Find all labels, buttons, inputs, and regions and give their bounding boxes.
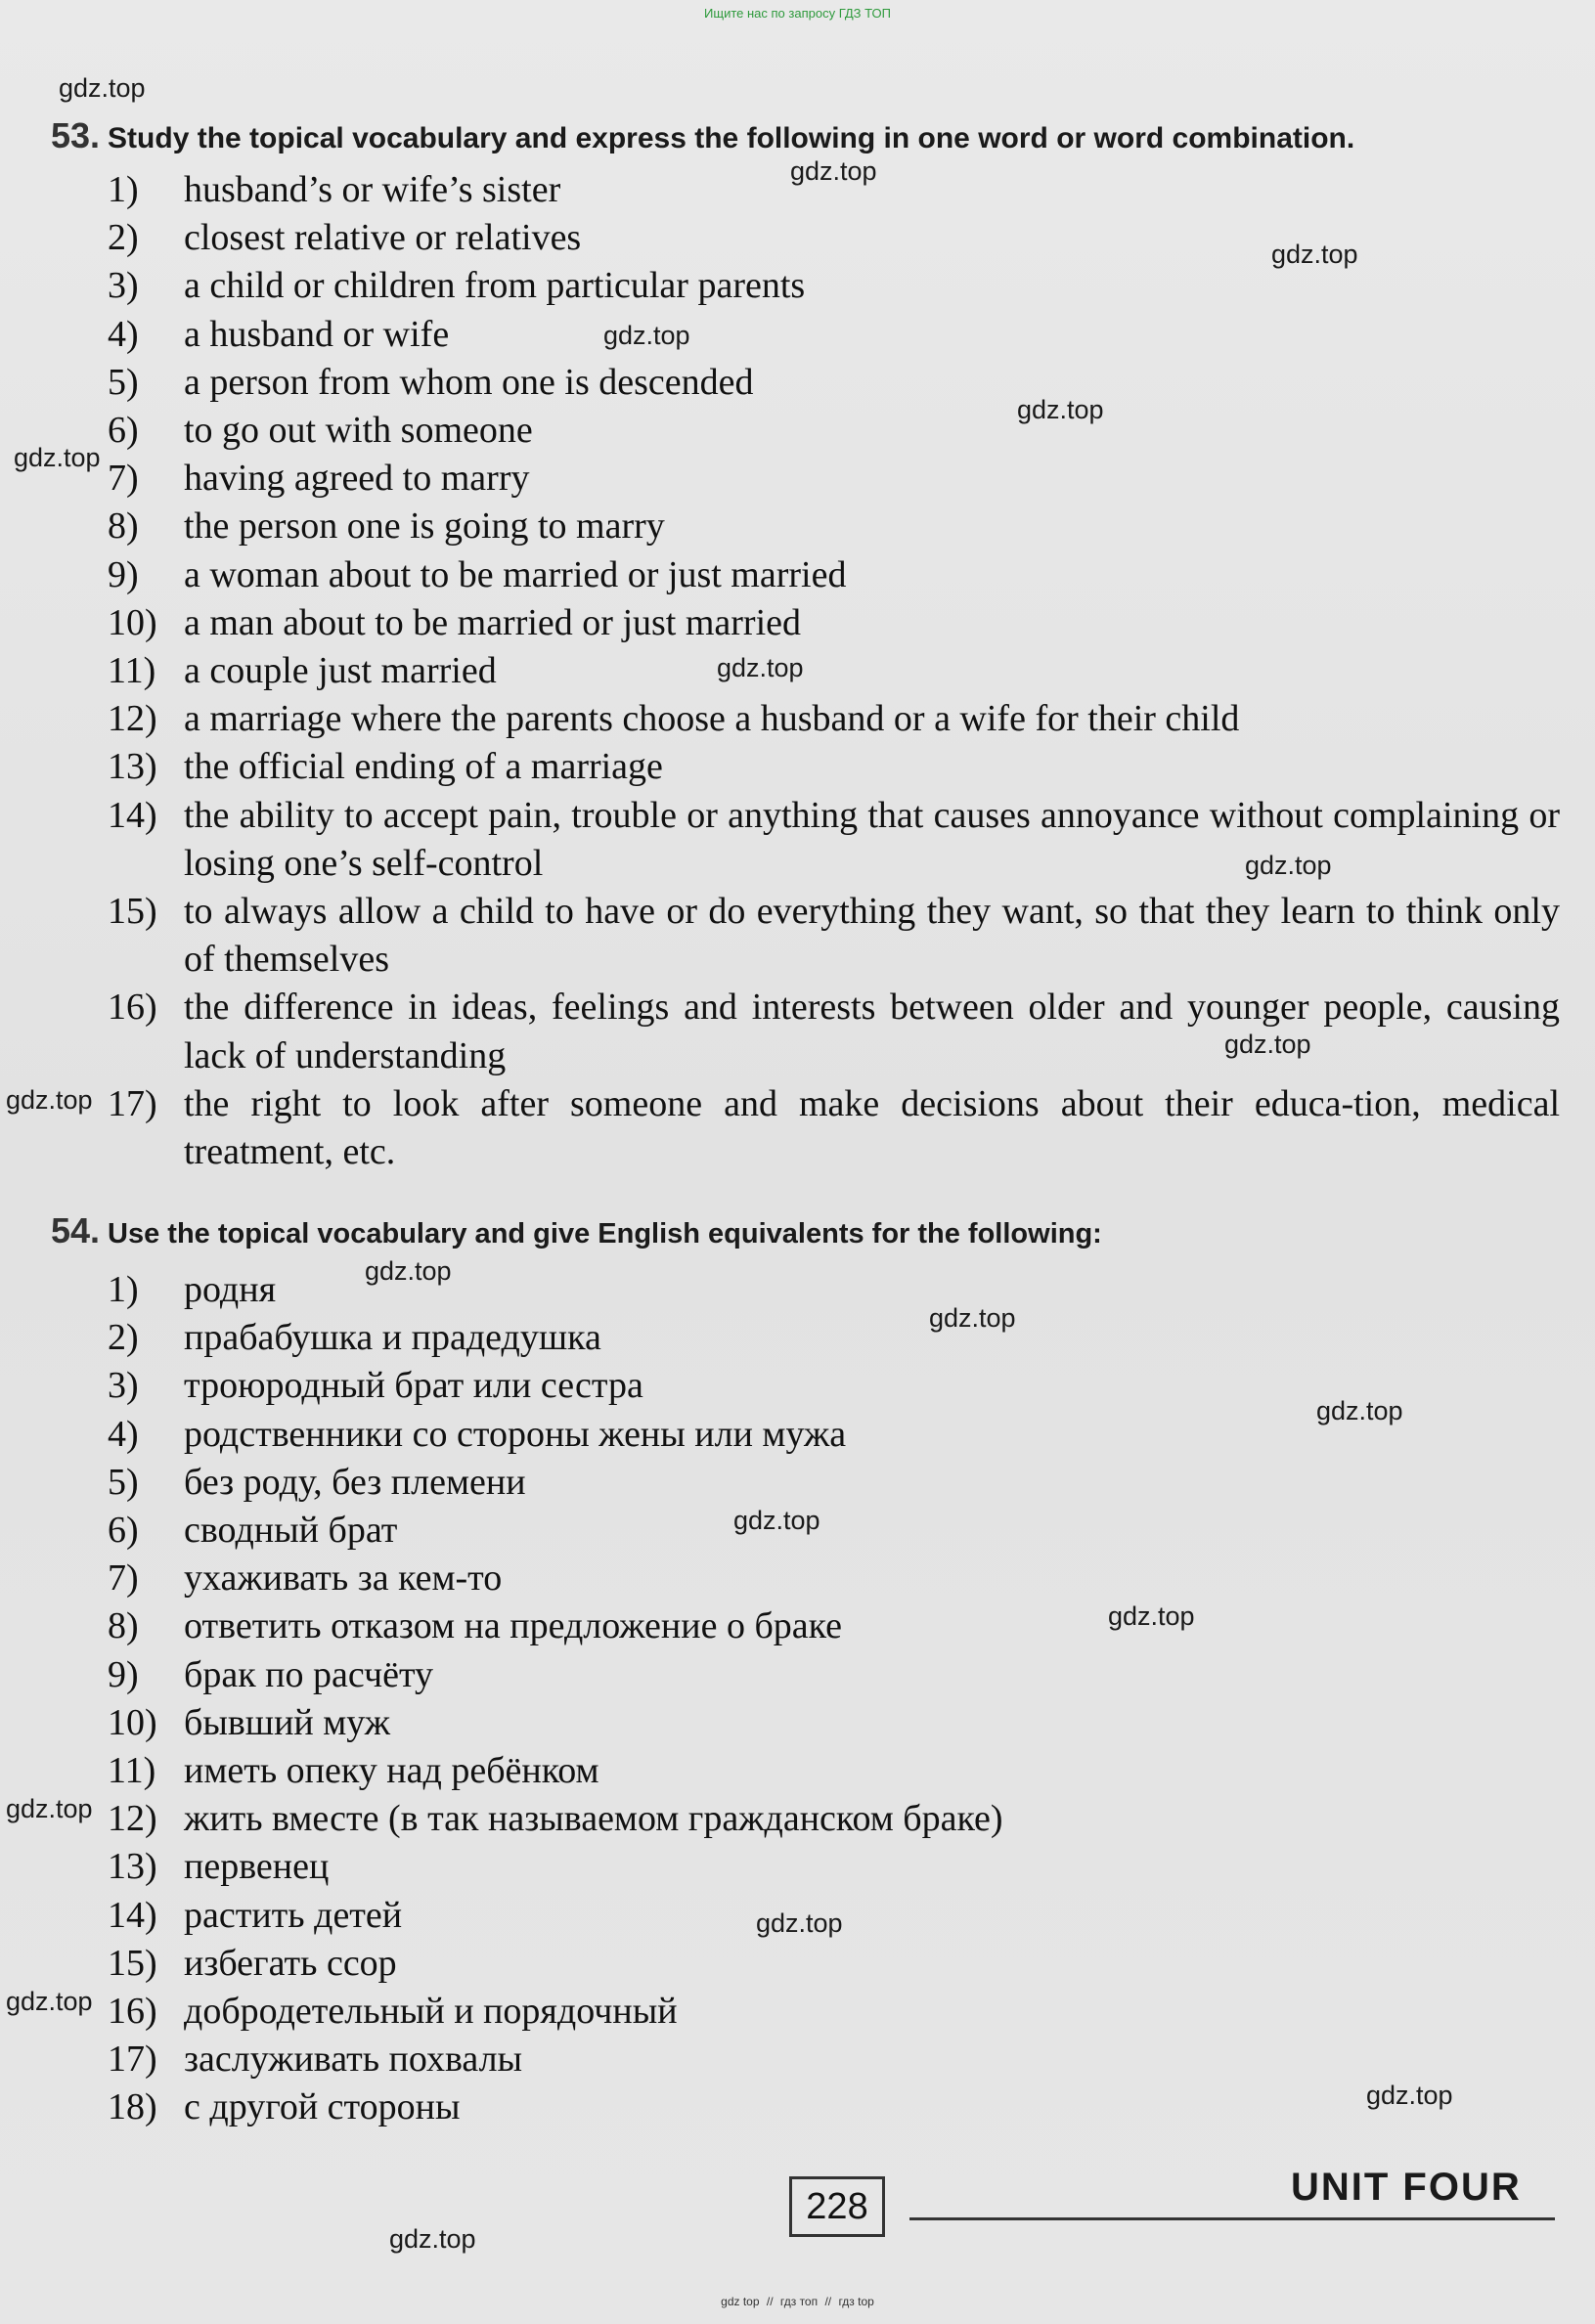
watermark: gdz.top — [1017, 395, 1104, 424]
top-banner-link[interactable]: Ищите нас по запросу ГДЗ ТОП — [704, 6, 891, 21]
exercise-53-list — [108, 166, 1560, 1176]
list-item: 10) бывший муж — [108, 1701, 391, 1743]
list-item: 2) closest relative or relatives — [108, 217, 582, 259]
list-item: 11) a couple just married — [108, 650, 497, 692]
footer-separator: // — [766, 2295, 774, 2308]
watermark: gdz.top — [790, 156, 877, 186]
watermark: gdz.top — [59, 73, 146, 103]
list-item: 14) the ability to accept pain, trouble or anything that causes annoyance without complaining or losing one’s self-control — [108, 794, 1560, 884]
page-number: 228 — [789, 2176, 885, 2237]
footer-link[interactable]: гдз top — [838, 2295, 874, 2308]
list-item: 7) having agreed to marry — [108, 458, 530, 500]
list-item: 16) добродетельный и порядочный — [108, 1991, 678, 2033]
list-item: 10) a man about to be married or just married — [108, 601, 802, 643]
watermark: gdz.top — [365, 1256, 452, 1286]
list-item: 1) husband’s or wife’s sister — [108, 169, 561, 210]
exercise-54-heading — [51, 1210, 1102, 1251]
list-item: 8) the person one is going to marry — [108, 505, 665, 548]
watermark: gdz.top — [1316, 1396, 1403, 1425]
exercise-number: 54. — [51, 1210, 101, 1250]
list-item: 9) a woman about to be married or just married — [108, 553, 847, 595]
list-item: 8) ответить отказом на предложение о браке — [108, 1605, 843, 1647]
list-item: 15) to always allow a child to have or do everything they want, so that they learn to think only of themselves — [108, 891, 1560, 981]
list-item: 11) иметь опеку над ребёнком — [108, 1750, 599, 1792]
watermark: gdz.top — [1224, 1030, 1311, 1059]
unit-label: UNIT FOUR — [1291, 2166, 1522, 2209]
watermark: gdz.top — [6, 1085, 93, 1115]
list-item: 6) to go out with someone — [108, 410, 533, 452]
watermark: gdz.top — [6, 1987, 93, 2016]
watermark: gdz.top — [756, 1908, 843, 1938]
list-item: 5) a person from whom one is descended — [108, 361, 754, 403]
list-item: 9) брак по расчёту — [108, 1653, 434, 1695]
list-item: 5) без роду, без племени — [108, 1461, 526, 1503]
watermark: gdz.top — [1271, 240, 1358, 269]
watermark: gdz.top — [929, 1303, 1016, 1333]
list-item: 13) первенец — [108, 1846, 330, 1888]
footer-separator: // — [824, 2295, 832, 2308]
list-item: 3) троюродный брат или сестра — [108, 1365, 643, 1407]
exercise-instruction: Use the topical vocabulary and give English equivalents for the following: — [108, 1218, 1102, 1250]
exercise-53-heading — [51, 115, 1354, 156]
list-item: 7) ухаживать за кем-то — [108, 1557, 503, 1600]
watermark: gdz.top — [14, 443, 101, 472]
watermark: gdz.top — [389, 2224, 476, 2254]
list-item: 13) the official ending of a marriage — [108, 746, 663, 788]
footer-links — [0, 2295, 1595, 2308]
watermark: gdz.top — [717, 653, 804, 682]
watermark: gdz.top — [1108, 1601, 1195, 1631]
list-item: 14) растить детей — [108, 1894, 403, 1936]
list-item: 17) the right to look after someone and make decisions about their educa-tion, medical treatment, etc. — [108, 1082, 1560, 1173]
footer-link[interactable]: гдз топ — [779, 2295, 819, 2308]
watermark: gdz.top — [6, 1794, 93, 1823]
list-item: 12) жить вместе (в так называемом гражданском браке) — [108, 1798, 1003, 1840]
list-item: 3) a child or children from particular parents — [108, 265, 806, 307]
list-item: 12) a marriage where the parents choose a husband or a wife for their child — [108, 698, 1240, 740]
exercise-number: 53. — [51, 115, 101, 155]
watermark: gdz.top — [1366, 2081, 1453, 2110]
footer-link[interactable]: gdz top — [721, 2295, 760, 2308]
list-item: 6) сводный брат — [108, 1510, 398, 1552]
list-item: 2) прабабушка и прадедушка — [108, 1317, 601, 1359]
list-item: 18) с другой стороны — [108, 2086, 461, 2128]
list-item: 1) родня — [108, 1269, 277, 1310]
exercise-instruction: Study the topical vocabulary and express the following in one word or word combination. — [108, 122, 1355, 154]
list-item: 4) родственники со стороны жены или мужа — [108, 1413, 847, 1455]
watermark: gdz.top — [1245, 851, 1332, 880]
list-item: 4) a husband or wife — [108, 313, 450, 355]
list-item: 15) избегать ссор — [108, 1942, 397, 1984]
footer-rule — [909, 2217, 1555, 2220]
watermark: gdz.top — [603, 321, 690, 350]
list-item: 16) the difference in ideas, feelings and interests between older and younger people, causing lack of understanding — [108, 987, 1560, 1076]
watermark: gdz.top — [733, 1506, 820, 1535]
list-item: 17) заслуживать похвалы — [108, 2039, 523, 2081]
